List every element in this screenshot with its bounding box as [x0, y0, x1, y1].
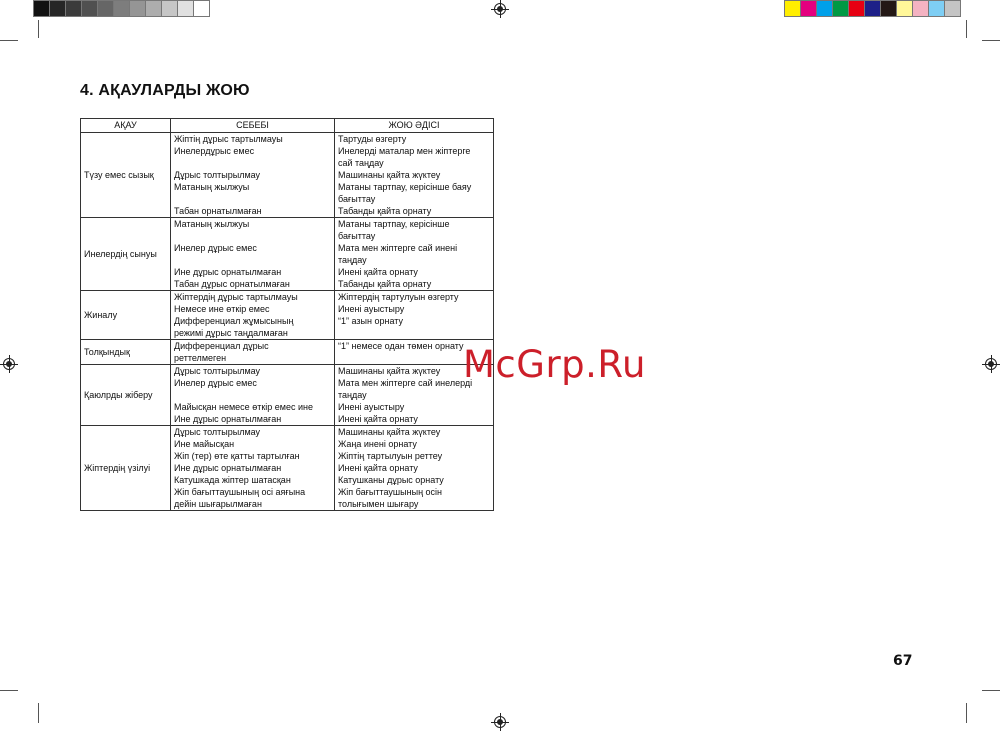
color-swatch — [801, 0, 817, 17]
remedy-line: бағыттау — [338, 194, 376, 204]
cause-cell — [171, 218, 335, 291]
cause-line: Жіп бағыттаушының осі аяғына — [174, 487, 306, 497]
remedy-line: Табанды қайта орнату — [338, 206, 432, 216]
table-row — [81, 426, 494, 511]
color-swatch — [865, 0, 881, 17]
table-row — [81, 218, 494, 291]
remedy-line: “1” немесе одан төмен орнату — [338, 341, 464, 351]
cause-line: Табан дұрыс орнатылмаған — [174, 279, 290, 289]
cause-line — [174, 254, 331, 266]
page-number: 67 — [893, 653, 913, 669]
remedy-line: Табанды қайта орнату — [338, 279, 432, 289]
gray-swatch — [66, 0, 82, 17]
cause-line — [174, 230, 331, 242]
remedy-line: бағыттау — [338, 231, 376, 241]
remedy-line: таңдау — [338, 390, 367, 400]
cause-cell — [171, 133, 335, 218]
cause-line: Ине дұрыс орнатылмаған — [174, 267, 282, 277]
fault-cell: Толқындық — [81, 340, 171, 365]
color-swatch — [833, 0, 849, 17]
table-row — [81, 291, 494, 340]
crop-mark — [966, 20, 967, 38]
color-swatch — [945, 0, 961, 17]
cause-line — [174, 389, 331, 401]
color-swatch — [881, 0, 897, 17]
cause-line: Дифференциал жұмысының — [174, 316, 294, 326]
gray-swatch — [82, 0, 98, 17]
cause-line: Ине майысқан — [174, 439, 235, 449]
cause-line: Дұрыс толтырылмау — [174, 366, 261, 376]
remedy-line: Тартуды өзгерту — [338, 134, 407, 144]
cause-line — [174, 193, 331, 205]
color-swatch — [929, 0, 945, 17]
gray-swatch — [98, 0, 114, 17]
troubleshooting-table — [80, 118, 494, 511]
remedy-line: Матаны тартпау, керісінше — [338, 219, 450, 229]
gray-swatch — [114, 0, 130, 17]
registration-mark-icon — [494, 3, 506, 15]
table-row — [81, 365, 494, 426]
remedy-line: таңдау — [338, 255, 367, 265]
remedy-line: Инелерді маталар мен жіптерге — [338, 146, 471, 156]
registration-mark-icon — [985, 358, 997, 370]
remedy-cell — [335, 426, 494, 511]
gray-swatch — [50, 0, 66, 17]
table-row — [81, 340, 494, 365]
remedy-line: Инені ауыстыру — [338, 402, 405, 412]
crop-mark — [982, 40, 1000, 41]
cause-line: Матаның жылжуы — [174, 219, 250, 229]
remedy-line: Жаңа инені орнату — [338, 439, 417, 449]
remedy-line: Инені қайта орнату — [338, 267, 418, 277]
process-color-bar — [784, 0, 961, 16]
remedy-line: Жіптердің тартулуын өзгерту — [338, 292, 459, 302]
cause-line: Ине дұрыс орнатылмаған — [174, 414, 282, 424]
cause-line: Матаның жылжуы — [174, 182, 250, 192]
table-header-row — [81, 119, 494, 133]
column-header-cause: СЕБЕБІ — [171, 119, 335, 133]
cause-line: Жіптердің дұрыс тартылмауы — [174, 292, 298, 302]
cause-line: режимі дұрыс таңдалмаған — [174, 328, 288, 338]
color-swatch — [817, 0, 833, 17]
crop-mark — [38, 20, 39, 38]
cause-line: Ине дұрыс орнатылмаған — [174, 463, 282, 473]
cause-line: Немесе ине өткір емес — [174, 304, 270, 314]
cause-line: Инелер дұрыс емес — [174, 378, 257, 388]
remedy-cell — [335, 218, 494, 291]
cause-line: Майысқан немесе өткір емес ине — [174, 402, 313, 412]
remedy-line: Мата мен жіптерге сай инелерді — [338, 378, 473, 388]
crop-mark — [0, 690, 18, 691]
registration-mark-icon — [3, 358, 15, 370]
remedy-line: Мата мен жіптерге сай инені — [338, 243, 458, 253]
remedy-line: Машинаны қайта жүктеу — [338, 427, 441, 437]
color-swatch — [897, 0, 913, 17]
gray-swatch — [146, 0, 162, 17]
cause-line: Инелер дұрыс емес — [174, 243, 257, 253]
fault-cell: Қаюлрды жіберу — [81, 365, 171, 426]
remedy-line: Инені қайта орнату — [338, 463, 418, 473]
gray-swatch — [33, 0, 50, 17]
cause-line: Инелердұрыс емес — [174, 146, 255, 156]
cause-cell — [171, 340, 335, 365]
grayscale-color-bar — [33, 0, 210, 16]
remedy-line: Инені қайта орнату — [338, 414, 418, 424]
cause-line: дейін шығарылмаған — [174, 499, 262, 509]
remedy-line: сай таңдау — [338, 158, 384, 168]
remedy-cell — [335, 133, 494, 218]
crop-mark — [966, 703, 967, 723]
remedy-line: толығымен шығару — [338, 499, 419, 509]
cause-line: Дұрыс толтырылмау — [174, 427, 261, 437]
registration-mark-icon — [494, 716, 506, 728]
cause-line: Жіптің дұрыс тартылмауы — [174, 134, 283, 144]
remedy-line: “1” азын орнату — [338, 316, 403, 326]
crop-mark — [38, 703, 39, 723]
cause-line: Катушкада жіптер шатасқан — [174, 475, 291, 485]
remedy-line: Катушканы дұрыс орнату — [338, 475, 444, 485]
cause-cell — [171, 426, 335, 511]
color-swatch — [849, 0, 865, 17]
cause-line: Дұрыс толтырылмау — [174, 170, 261, 180]
gray-swatch — [162, 0, 178, 17]
remedy-line: Машинаны қайта жүктеу — [338, 366, 441, 376]
fault-cell: Инелердің сынуы — [81, 218, 171, 291]
cause-cell — [171, 365, 335, 426]
color-swatch — [913, 0, 929, 17]
remedy-line: Жіптің тартылуын реттеу — [338, 451, 443, 461]
fault-cell: Түзу емес сызық — [81, 133, 171, 218]
color-swatch — [784, 0, 801, 17]
remedy-line: Инені ауыстыру — [338, 304, 405, 314]
cause-line: реттелмеген — [174, 353, 227, 363]
remedy-line: Матаны тартпау, керісінше баяу — [338, 182, 472, 192]
gray-swatch — [194, 0, 210, 17]
watermark: McGrp.Ru — [463, 343, 646, 386]
section-title: 4. АҚАУЛАРДЫ ЖОЮ — [80, 82, 250, 99]
remedy-cell — [335, 291, 494, 340]
cause-line: Жіп (тер) өте қатты тартылған — [174, 451, 300, 461]
column-header-fault: АҚАУ — [81, 119, 171, 133]
cause-line — [174, 157, 331, 169]
crop-mark — [982, 690, 1000, 691]
table-row — [81, 133, 494, 218]
crop-mark — [0, 40, 18, 41]
cause-line: Дифференциал дұрыс — [174, 341, 269, 351]
gray-swatch — [130, 0, 146, 17]
remedy-line: Машинаны қайта жүктеу — [338, 170, 441, 180]
fault-cell: Жиналу — [81, 291, 171, 340]
remedy-line: Жіп бағыттаушының осін — [338, 487, 443, 497]
fault-cell: Жіптердің үзілуі — [81, 426, 171, 511]
gray-swatch — [178, 0, 194, 17]
cause-line: Табан орнатылмаған — [174, 206, 262, 216]
column-header-remedy: ЖОЮ ӘДІСІ — [335, 119, 494, 133]
cause-cell — [171, 291, 335, 340]
